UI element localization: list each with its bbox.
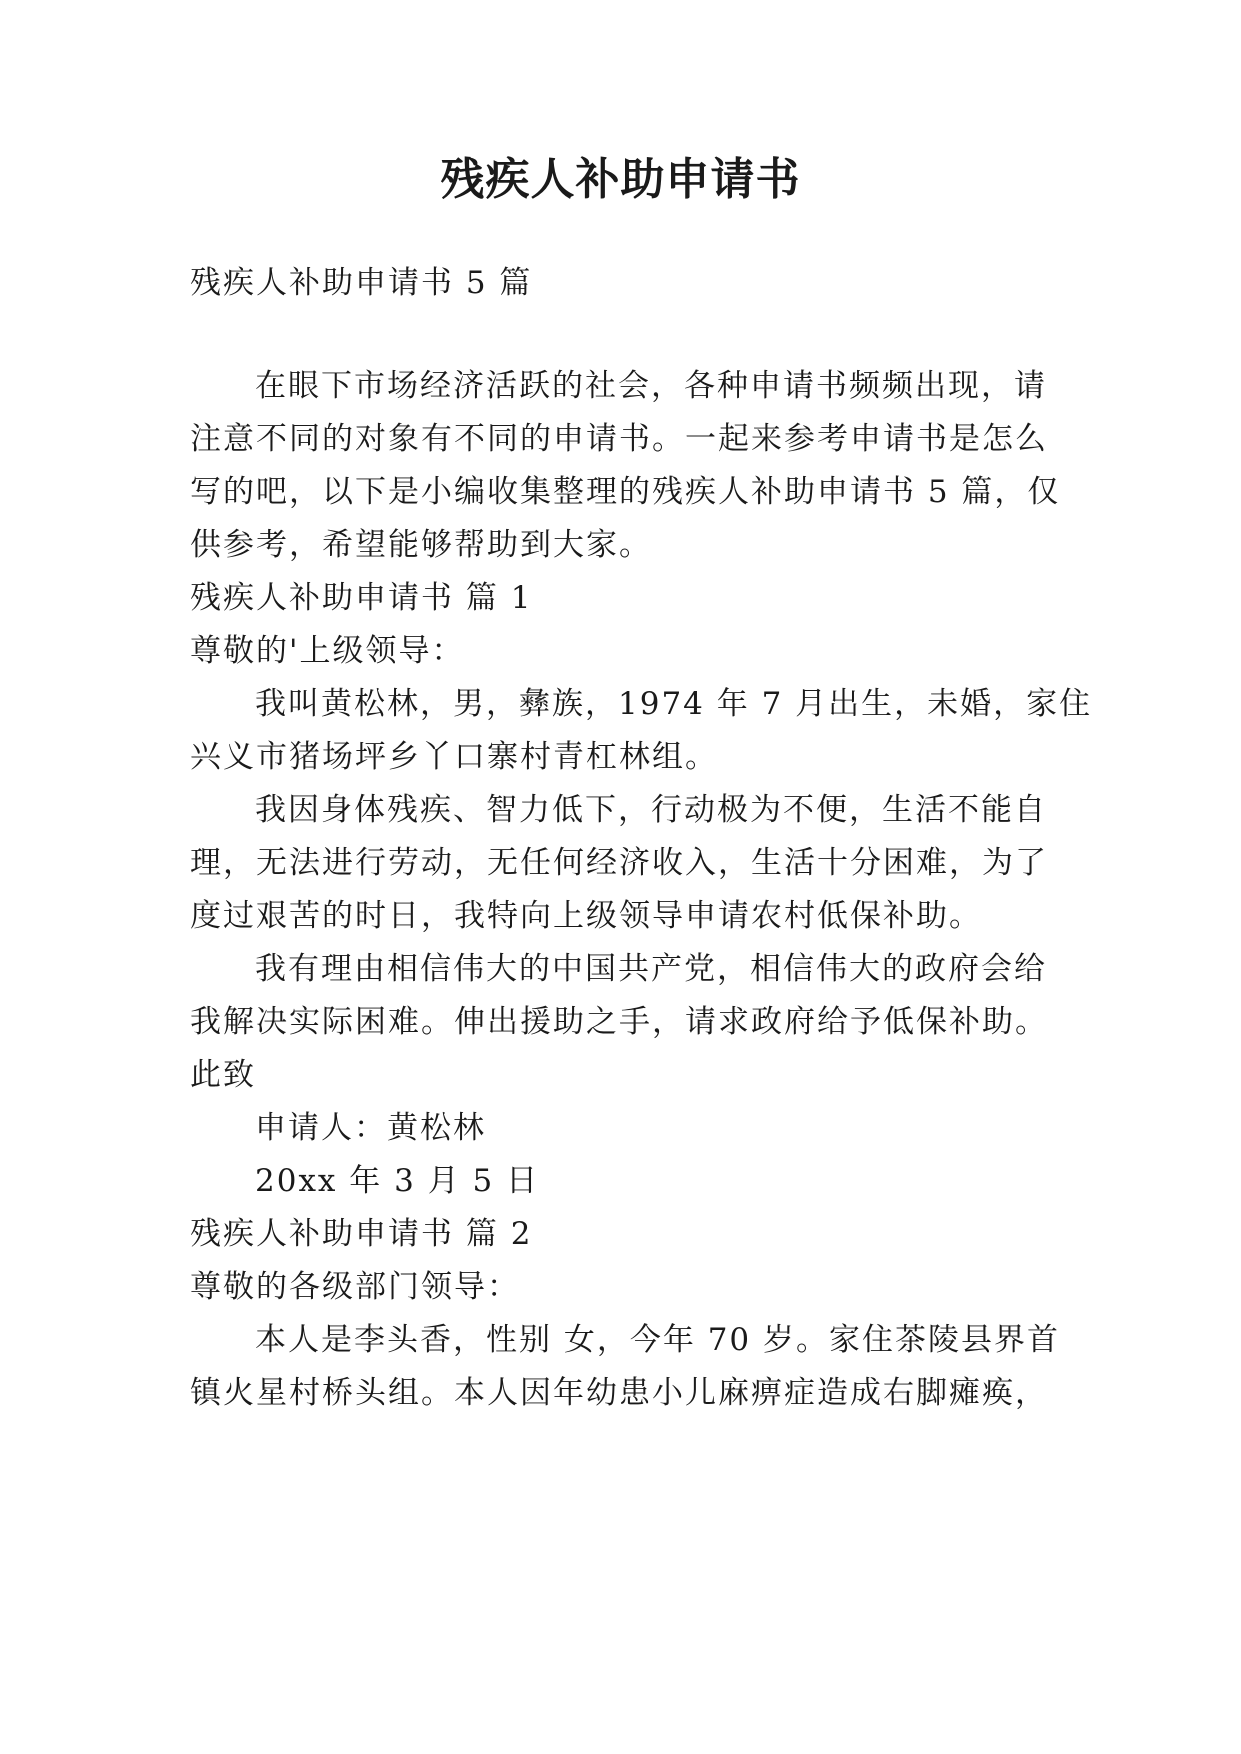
paragraph-line: 我解决实际困难。伸出援助之手，请求政府给予低保补助。: [190, 1004, 1048, 1040]
document-title: 残疾人补助申请书: [440, 154, 801, 205]
intro-line: 注意不同的对象有不同的申请书。一起来参考申请书是怎么: [190, 421, 1048, 457]
intro-line: 在眼下市场经济活跃的社会，各种申请书频频出现，请: [255, 368, 1047, 404]
salutation: 尊敬的'上级领导：: [190, 633, 465, 669]
paragraph-line: 我叫黄松林，男，彝族，1974 年 7 月出生，未婚，家住: [255, 686, 1093, 722]
closing: 此致: [190, 1057, 256, 1093]
intro-line: 写的吧，以下是小编收集整理的残疾人补助申请书 5 篇，仅: [190, 474, 1061, 510]
paragraph-line: 我有理由相信伟大的中国共产党，相信伟大的政府会给: [255, 951, 1047, 987]
paragraph-line: 兴义市猪场坪乡丫口寨村青杠林组。: [190, 739, 718, 775]
paragraph-line: 理，无法进行劳动，无任何经济收入，生活十分困难，为了: [190, 845, 1048, 881]
intro-line: 供参考，希望能够帮助到大家。: [190, 527, 652, 563]
paragraph-line: 我因身体残疾、智力低下，行动极为不便，生活不能自: [255, 792, 1047, 828]
letter-date: 20xx 年 3 月 5 日: [255, 1163, 540, 1199]
paragraph-line: 镇火星村桥头组。本人因年幼患小儿麻痹症造成右脚瘫痪，: [190, 1375, 1048, 1411]
article-heading: 残疾人补助申请书 篇 1: [190, 580, 533, 616]
paragraph-line: 度过艰苦的时日，我特向上级领导申请农村低保补助。: [190, 898, 982, 934]
applicant-signature: 申请人：黄松林: [255, 1110, 486, 1146]
paragraph-line: 本人是李头香，性别 女，今年 70 岁。家住茶陵县界首: [255, 1322, 1061, 1358]
salutation: 尊敬的各级部门领导：: [190, 1269, 520, 1305]
article-heading: 残疾人补助申请书 篇 2: [190, 1216, 533, 1252]
document-subtitle: 残疾人补助申请书 5 篇: [190, 265, 533, 301]
